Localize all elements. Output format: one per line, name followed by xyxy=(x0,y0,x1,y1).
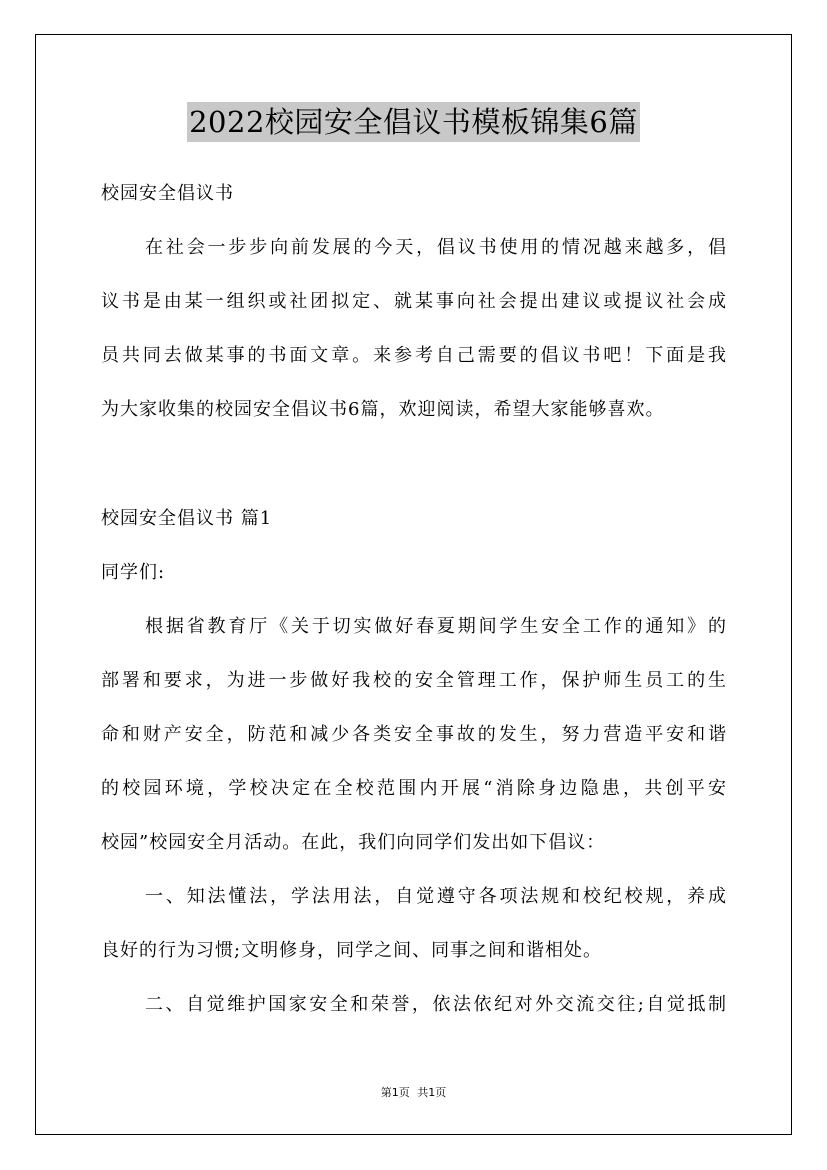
paragraph-line[interactable]: 在社会一步步向前发展的今天，倡议书使用的情况越来越多，倡 xyxy=(145,237,726,258)
paragraph-line[interactable]: 的校园环境，学校决定在全校范围内开展“消除身边隐患，共创平安 xyxy=(101,778,726,799)
paragraph-line[interactable]: 校园”校园安全月活动。在此，我们向同学们发出如下倡议： xyxy=(101,832,606,853)
paragraph-line[interactable]: 命和财产安全，防范和减少各类安全事故的发生，努力营造平安和谐 xyxy=(101,724,726,745)
paragraph-line[interactable]: 根据省教育厅《关于切实做好春夏期间学生安全工作的通知》的 xyxy=(145,616,726,637)
section-heading-part1[interactable]: 校园安全倡议书 篇1 xyxy=(101,508,273,529)
page-total: 共1页 xyxy=(417,1086,447,1099)
paragraph-line[interactable]: 二、自觉维护国家安全和荣誉，依法依纪对外交流交往;自觉抵制 xyxy=(145,994,726,1015)
paragraph-line[interactable]: 为大家收集的校园安全倡议书6篇，欢迎阅读，希望大家能够喜欢。 xyxy=(101,399,665,420)
paragraph-line[interactable]: 一、知法懂法，学法用法，自觉遵守各项法规和校纪校规，养成 xyxy=(145,886,726,907)
paragraph-line[interactable]: 员共同去做某事的书面文章。来参考自己需要的倡议书吧！下面是我 xyxy=(101,345,726,366)
title-wrapper xyxy=(0,102,827,142)
paragraph-line[interactable]: 部署和要求，为进一步做好我校的安全管理工作，保护师生员工的生 xyxy=(101,670,726,691)
paragraph-line[interactable]: 良好的行为习惯;文明修身，同学之间、同事之间和谐相处。 xyxy=(101,940,603,961)
salutation[interactable]: 同学们: xyxy=(101,562,166,583)
page-footer xyxy=(0,1085,827,1101)
section-heading-intro[interactable]: 校园安全倡议书 xyxy=(101,183,234,204)
document-title[interactable]: 2022校园安全倡议书模板锦集6篇 xyxy=(187,102,640,142)
paragraph-line[interactable]: 议书是由某一组织或社团拟定、就某事向社会提出建议或提议社会成 xyxy=(101,291,726,312)
page-number: 第1页 xyxy=(380,1086,410,1099)
